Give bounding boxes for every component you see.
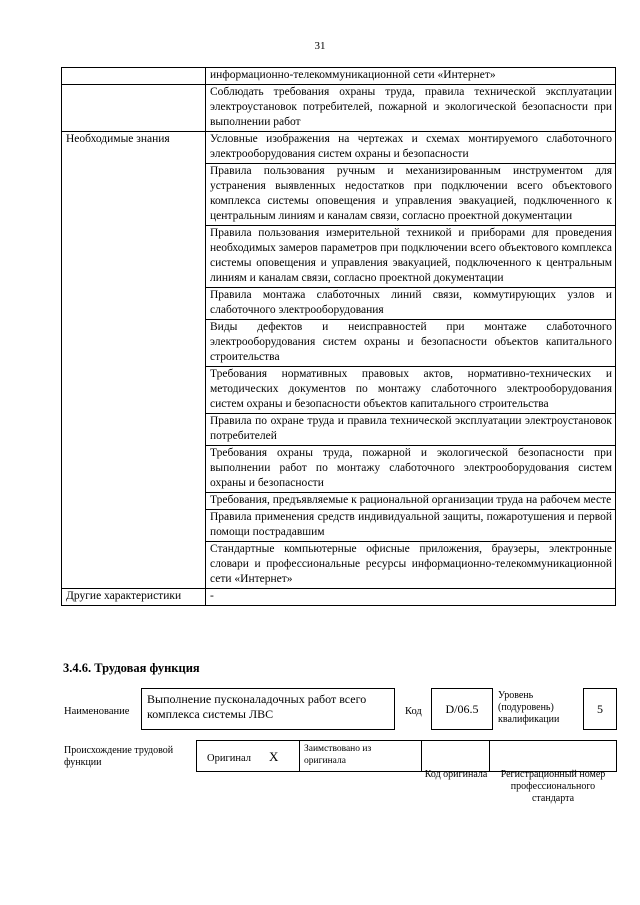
origin-label: Происхождение трудовой функции: [64, 745, 174, 768]
level-value: 5: [583, 688, 617, 730]
table-row: [62, 589, 616, 606]
knowledge-item: Требования нормативных правовых актов, нормативно-технических и методических документов по монтажу слаботочного электрооборудования систем охраны и безопасности объектов капитального строительства: [206, 367, 616, 414]
knowledge-item: Условные изображения на чертежах и схемах монтируемого слаботочного электрооборудования систем охраны и безопасности: [206, 132, 616, 164]
code-label: Код: [405, 706, 422, 717]
knowledge-item: Виды дефектов и неисправностей при монтаже слаботочного электрооборудования систем охраны и безопасности объектов капитального строительства: [206, 320, 616, 367]
code-value: D/06.5: [431, 688, 493, 730]
table-row: [62, 68, 616, 85]
table-cell: информационно-телекоммуникационной сети «Интернет»: [206, 68, 616, 85]
section-title: 3.4.6. Трудовая функция: [63, 661, 200, 675]
knowledge-item: Правила по охране труда и правила технической эксплуатации электроустановок потребителей: [206, 414, 616, 446]
page-number: 31: [314, 40, 326, 52]
knowledge-item: Правила пользования ручным и механизированным инструментом для устранения выявленных недостатков при подключении всего объектового комплекса системы оповещения и управления эвакуацией, подключенного к центральным линиям и каналам связи, согласно проектной документации: [206, 164, 616, 226]
knowledge-item: Правила монтажа слаботочных линий связи, коммутирующих узлов и слаботочного электрооборудования: [206, 288, 616, 320]
cell-divider: [489, 741, 490, 771]
origin-table: [196, 740, 617, 772]
other-characteristics-label: Другие характеристики: [62, 589, 206, 606]
row-label: [62, 85, 206, 132]
level-label: Уровень (подуровень) квалификации: [498, 690, 560, 725]
function-name: Выполнение пусконаладочных работ всего комплекса системы ЛВС: [147, 692, 367, 721]
function-name-box: [141, 688, 395, 730]
knowledge-item: Требования, предъявляемые к рациональной организации труда на рабочем месте: [206, 493, 616, 510]
other-characteristics-value: -: [206, 589, 616, 606]
knowledge-item: Правила применения средств индивидуальной защиты, пожаротушения и первой помощи пострадавшим: [206, 510, 616, 542]
table-row: [62, 132, 616, 164]
knowledge-label: Необходимые знания: [62, 132, 206, 589]
row-label: [62, 68, 206, 85]
code-original-caption: Код оригинала: [424, 769, 488, 780]
cell-divider: [299, 741, 300, 771]
knowledge-item: Стандартные компьютерные офисные приложения, браузеры, электронные словари и профессиональные ресурсы информационно-телекоммуникационной сети «Интернет»: [206, 542, 616, 589]
table-cell: Соблюдать требования охраны труда, правила технической эксплуатации электроустановок потребителей, пожарной и экологической безопасности при выполнении работ: [206, 85, 616, 132]
original-label: Оригинал: [207, 753, 251, 764]
cell-divider: [421, 741, 422, 771]
reg-number-caption: Регистрационный номер профессионального стандарта: [500, 769, 606, 804]
knowledge-item: Требования охраны труда, пожарной и экологической безопасности при выполнении работ по монтажу слаботочного электрооборудования систем охраны и безопасности: [206, 446, 616, 493]
requirements-table: [61, 67, 616, 606]
knowledge-item: Правила пользования измерительной техникой и приборами для проведения необходимых замеров параметров при подключении всего объектового комплекса системы оповещения и управления эвакуацией, подключенного к центральным линиям и каналам связи, согласно проектной документации: [206, 226, 616, 288]
name-label: Наименование: [64, 706, 130, 717]
original-mark: X: [269, 749, 279, 764]
borrowed-label: Заимствовано из оригинала: [304, 744, 372, 766]
table-row: [62, 85, 616, 132]
